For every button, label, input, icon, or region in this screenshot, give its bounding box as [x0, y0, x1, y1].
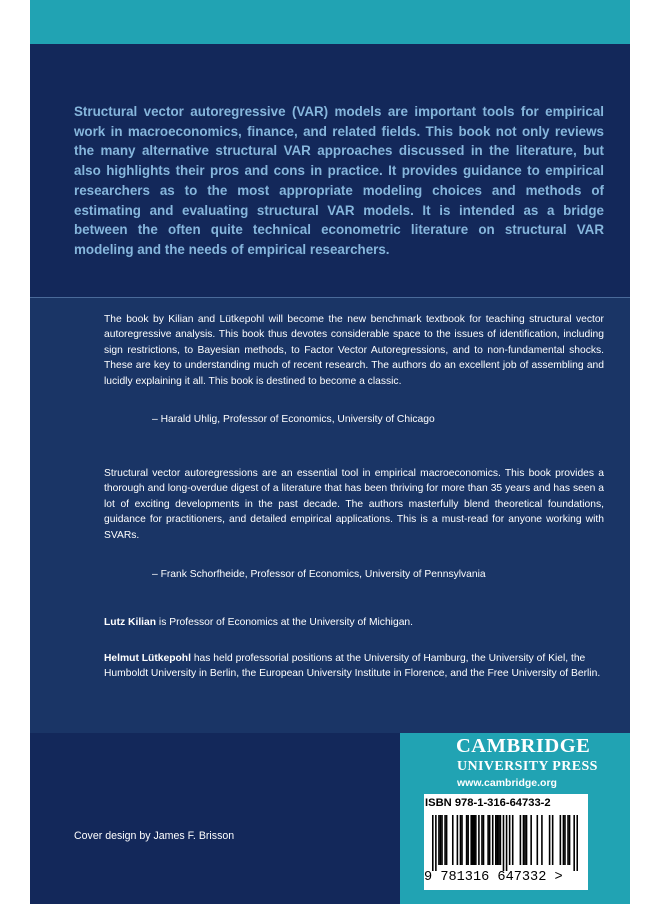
barcode-bar — [563, 815, 565, 865]
barcode-bar — [576, 815, 578, 871]
barcode-bar — [506, 815, 508, 871]
barcode-bar — [489, 815, 491, 865]
author-name-1: Lutz Kilian — [104, 617, 157, 628]
barcode-bar — [452, 815, 454, 865]
author-name-2: Helmut Lütkepohl — [104, 653, 191, 664]
barcode-bar — [438, 815, 440, 865]
barcode-bar — [560, 815, 562, 865]
review-attribution-2: – Frank Schorfheide, Professor of Economics, University of Pennsylvania — [152, 569, 486, 580]
isbn-barcode — [424, 794, 588, 890]
author-bio-text-1: is Professor of Economics at the University of Michigan. — [156, 617, 414, 628]
barcode-bar — [503, 815, 505, 871]
publisher-subname: UNIVERSITY PRESS — [457, 759, 598, 774]
barcode-bar — [564, 815, 566, 865]
author-bio-text-2: has held professorial positions at the University of Hamburg, the University of Kiel, the Humboldt University in Berlin, the European University Institute in Florence, and the Free University of Berlin. — [104, 653, 601, 680]
review-quote-1: The book by Kilian and Lütkepohl will become the new benchmark textbook for teaching structural vector autoregressive analysis. This book thus devotes considerable space to the issues of identification, including sign restrictions, to Bayesian methods, to Factor Vector Autoregressions, and to non-fundamental shocks. These are key to understanding much of recent research. The authors do an excellent job of assembling and lucidly explaining it all. This book is destined to become a classic. — [104, 314, 604, 387]
barcode-bar — [460, 815, 462, 865]
barcode-bar — [473, 815, 475, 865]
barcode-bar — [573, 815, 575, 871]
publisher-name: CAMBRIDGE — [456, 735, 591, 757]
author-bio-2 — [104, 651, 604, 682]
barcode-bar — [512, 815, 514, 865]
barcode-bar — [487, 815, 489, 865]
review-attribution-1: – Harald Uhlig, Professor of Economics, University of Chicago — [152, 414, 435, 425]
section-divider — [30, 297, 630, 298]
barcode-bar — [567, 815, 569, 865]
barcode-bar — [472, 815, 474, 865]
barcode-bar — [470, 815, 472, 865]
barcode-bar — [523, 815, 525, 865]
barcode-bar — [526, 815, 528, 865]
top-teal-band — [30, 0, 630, 44]
barcode-bar — [492, 815, 494, 865]
book-description: Structural vector autoregressive (VAR) models are important tools for empirical work in macroeconomics, finance, and related fields. This book not only reviews the many alternative structural VAR approaches discussed in the literature, but also highlights their pros and cons in practice. It provides guidance to empirical researchers as to the most appropriate modeling choices and methods of estimating and evaluating structural VAR models. It is intended as a bridge between the often quite technical econometric literature on structural VAR modeling and the needs of empirical researchers. — [74, 104, 604, 257]
barcode-bar — [446, 815, 448, 865]
barcode-bar — [441, 815, 443, 865]
barcode-bar — [457, 815, 459, 865]
barcode-bar — [520, 815, 522, 865]
barcode-bar — [467, 815, 469, 865]
barcode-bar — [552, 815, 554, 865]
barcode-bar — [478, 815, 480, 865]
barcode-bar — [466, 815, 468, 865]
barcode-bar — [435, 815, 437, 871]
barcode-digits: 9 781316 647332 > — [424, 870, 563, 885]
isbn-label: ISBN 978-1-316-64733-2 — [425, 797, 551, 809]
barcode-bar — [475, 815, 477, 865]
barcode-bar — [509, 815, 511, 865]
barcode-bar — [432, 815, 434, 871]
barcode-bar — [500, 815, 502, 865]
barcode-bar — [440, 815, 442, 865]
barcode-bar — [530, 815, 532, 865]
barcode-bar — [537, 815, 539, 865]
barcode-bar — [549, 815, 551, 865]
barcode-bar — [495, 815, 497, 865]
barcode-bars — [432, 815, 578, 871]
barcode-bar — [461, 815, 463, 865]
barcode-bar — [524, 815, 526, 865]
publisher-url: www.cambridge.org — [457, 777, 557, 789]
cover-credit: Cover design by James F. Brisson — [74, 830, 235, 842]
barcode-bar — [444, 815, 446, 865]
review-quote-2: Structural vector autoregressions are an essential tool in empirical macroeconomics. This book provides a thorough and long-overdue digest of a literature that has been thriving for more than 35 years and has seen a lot of exciting developments in the past decade. The authors masterfully blend theoretical foundations, guidance for practitioners, and detailed empirical applications. This is a must-read for anyone working with SVARs. — [104, 468, 604, 541]
barcode-bar — [497, 815, 499, 865]
barcode-bar — [483, 815, 485, 865]
barcode-bar — [498, 815, 500, 865]
barcode-bar — [481, 815, 483, 865]
author-bio-1 — [104, 615, 604, 630]
barcode-bar — [541, 815, 543, 865]
barcode-bar — [569, 815, 571, 865]
